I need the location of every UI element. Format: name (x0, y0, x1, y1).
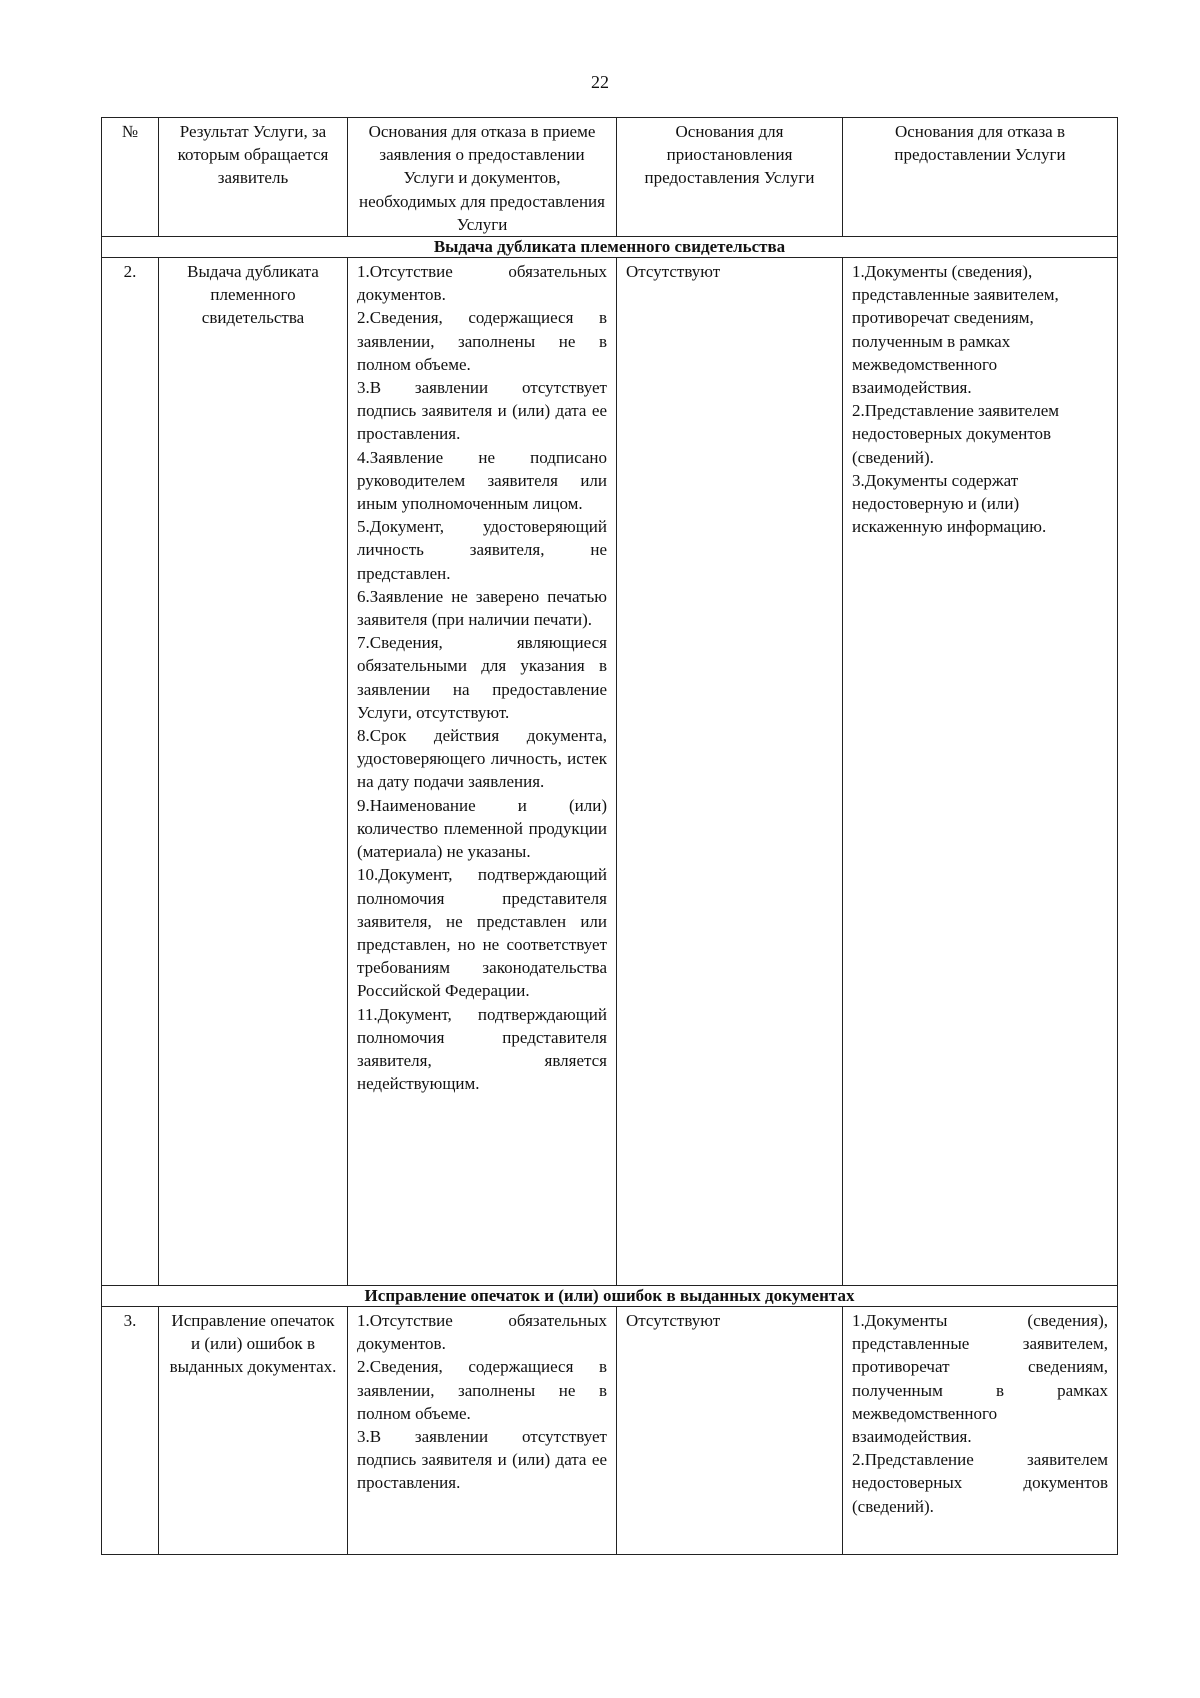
section-title: Исправление опечаток и (или) ошибок в выданных документах (102, 1286, 1118, 1307)
list-item: 9.Наименование и (или) количество племенной продукции (материала) не указаны. (357, 795, 607, 862)
section-title: Выдача дубликата племенного свидетельства (102, 237, 1118, 258)
header-result: Результат Услуги, за которым обращается заявитель (159, 118, 348, 237)
list-item: 8.Срок действия документа, удостоверяющего личность, истек на дату подачи заявления. (357, 726, 607, 792)
section-row-corrections (102, 1286, 1118, 1307)
row-suspension: Отсутствуют (617, 258, 843, 1286)
list-item: 3.В заявлении отсутствует подпись заявителя и (или) дата ее проставления. (357, 378, 607, 444)
list-item: 11.Документ, подтверждающий полномочия представителя заявителя, является недействующим. (357, 1004, 607, 1094)
header-number: № (102, 118, 159, 237)
row-suspension: Отсутствуют (617, 1307, 843, 1555)
header-reception-refusal: Основания для отказа в приеме заявления о предоставлении Услуги и документов, необходимых для предоставления Услуги (348, 118, 617, 237)
row-result: Исправление опечаток и (или) ошибок в выданных документах. (159, 1307, 348, 1555)
refusal-grounds-table (101, 117, 1118, 1555)
row-reception-refusal (348, 258, 617, 1286)
list-item: 4.Заявление не подписано руководителем заявителя или иным уполномоченным лицом. (357, 447, 607, 514)
row-result: Выдача дубликата племенного свидетельства (159, 258, 348, 1286)
page-number: 22 (591, 72, 609, 92)
list-item: 2.Представление заявителем недостоверных документов (сведений). (852, 401, 1060, 467)
row-number: 3. (102, 1307, 159, 1555)
list-item: 2.Сведения, содержащиеся в заявлении, заполнены не в полном объеме. (357, 308, 607, 374)
table-header-row (102, 118, 1118, 237)
list-item: 7.Сведения, являющиеся обязательными для указания в заявлении на предоставление Услуги, отсутствуют. (357, 633, 607, 722)
row-reception-refusal (348, 1307, 617, 1555)
row-number: 2. (102, 258, 159, 1286)
list-item: 1.Отсутствие обязательных документов. (357, 1311, 607, 1354)
section-row-duplicate (102, 237, 1118, 258)
list-item: 3.В заявлении отсутствует подпись заявителя и (или) дата ее проставления. (357, 1427, 607, 1493)
list-item: 10.Документ, подтверждающий полномочия представителя заявителя, не представлен или представлен, но не соответствует требованиям законодательства Российской Федерации. (357, 865, 607, 1001)
table-row (102, 1307, 1118, 1555)
table-row (102, 258, 1118, 1286)
list-item: 1.Документы (сведения), представленные заявителем, противоречат сведениям, полученным в рамках межведомственного взаимодействия. (852, 1311, 1108, 1447)
row-service-refusal (843, 258, 1118, 1286)
header-suspension: Основания для приостановления предоставления Услуги (617, 118, 843, 237)
list-item: 6.Заявление не заверено печатью заявителя (при наличии печати). (357, 586, 607, 630)
header-service-refusal: Основания для отказа в предоставлении Услуги (843, 118, 1118, 237)
list-item: 5.Документ, удостоверяющий личность заявителя, не представлен. (357, 517, 607, 583)
list-item: 1.Документы (сведения), представленные заявителем, противоречат сведениям, полученным в рамках межведомственного взаимодействия. (852, 262, 1059, 398)
list-item: 2.Сведения, содержащиеся в заявлении, заполнены не в полном объеме. (357, 1357, 607, 1423)
list-item: 1.Отсутствие обязательных документов. (357, 262, 607, 305)
row-service-refusal (843, 1307, 1118, 1555)
list-item: 3.Документы содержат недостоверную и (или) искаженную информацию. (852, 470, 1047, 537)
list-item: 2.Представление заявителем недостоверных документов (сведений). (852, 1450, 1108, 1516)
